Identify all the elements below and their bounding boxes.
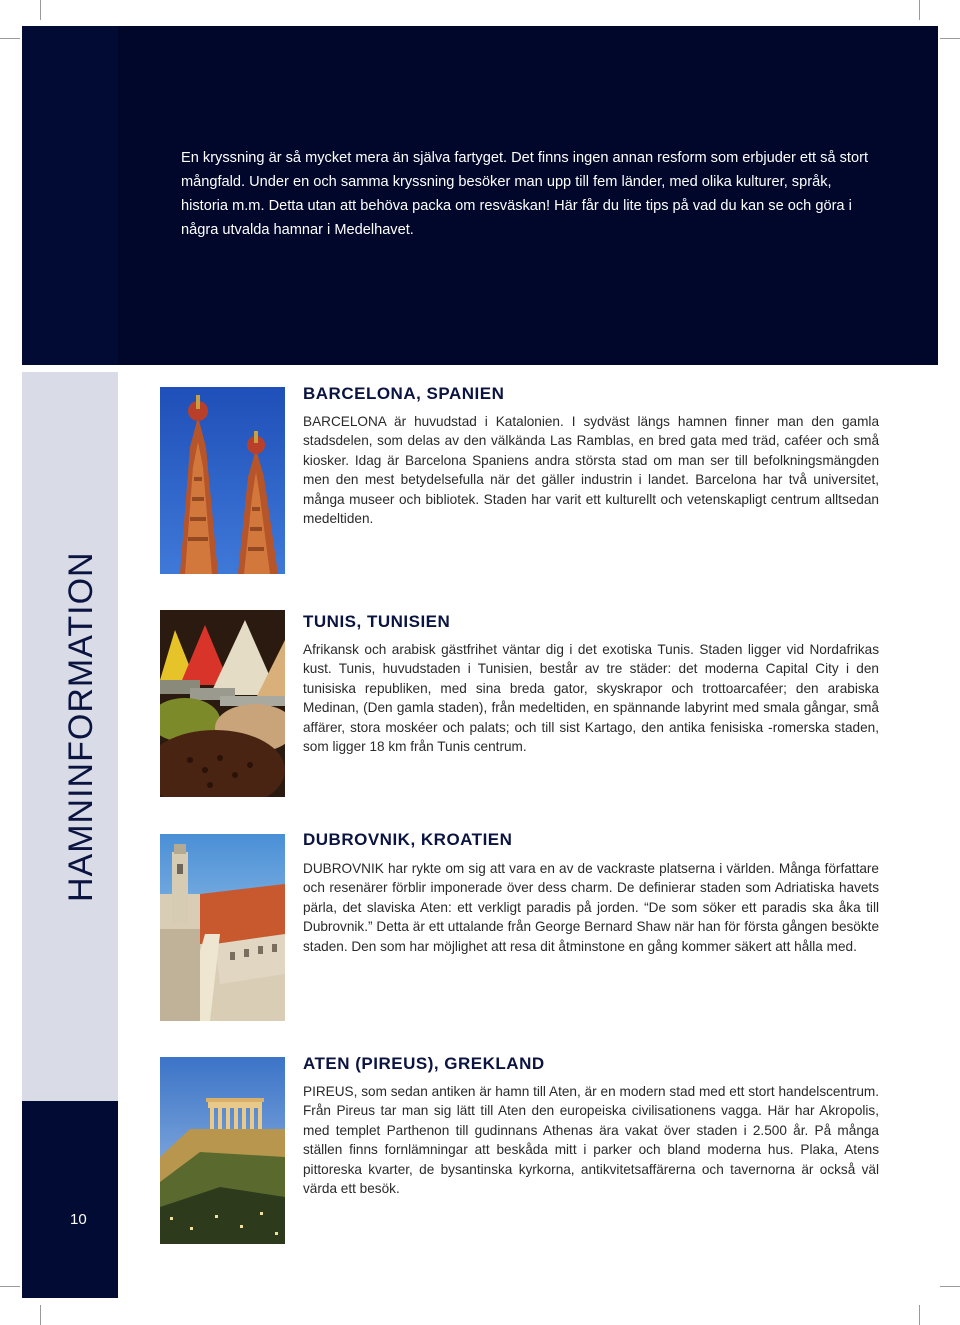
section-text-athens: PIREUS, som sedan antiken är hamn till Aten, är en modern stad med ett stort handelscentrum. Från Pireus tar man sig lätt till Aten den europeiska civilisationens vagga. Här har Akropolis, med templet Parthenon till gudinnans Athenas ära vakat över staden i 2.500 år. På många ställen finns fornlämningar att beskåda mitt i parker och bland moderna hus. Plaka, Atens pittoreska kvarter, de bysantinska kyrkorna, antikvitetsaffärerna och tavernorna är också väl värda ett besök. <box>303 1084 879 1197</box>
section-title-tunis: TUNIS, TUNISIEN <box>303 612 451 631</box>
crop-mark <box>40 1305 41 1325</box>
intro-text: En kryssning är så mycket mera än själva fartyget. Det finns ingen annan resform som erbjuder ett så stort mångfald. Under en och samma kryssning besöker man upp till fem länder, med olika kulturer, språk, historia m.m. Detta utan att behöva packa om resväskan! Här får du lite tips på vad du kan se och göra i några utvalda hamnar i Medelhavet. <box>181 150 869 238</box>
crop-mark <box>919 1305 920 1325</box>
tunis-photo <box>160 610 285 797</box>
section-title-dubrovnik: DUBROVNIK, KROATIEN <box>303 830 513 849</box>
dubrovnik-photo <box>160 834 285 1021</box>
section-text-tunis: Afrikansk och arabisk gästfrihet väntar dig i det exotiska Tunis. Staden ligger vid Nordafrikas kust. Tunis, huvudstaden i Tunisien, består av tre städer: det moderna Capital City i den tunisiska republiken, med sina breda gator, skyskrapor och trottoarcaféer; den arabiska Medinan, (Den gamla staden), från medeltiden, en spännande labyrint med smala gångar, små affärer, stora moskéer och palats; och till sist Kartago, den antika fenisiska -romerska staden, som ligger 18 km från Tunis centrum. <box>303 642 879 755</box>
crop-mark <box>940 1286 960 1287</box>
crop-mark <box>0 1286 20 1287</box>
crop-mark <box>0 38 20 39</box>
section-title-barcelona: BARCELONA, SPANIEN <box>303 384 505 403</box>
barcelona-photo <box>160 387 285 574</box>
sidebar-title: HAMNINFORMATION <box>62 551 100 902</box>
crop-mark <box>40 0 41 20</box>
section-text-dubrovnik: DUBROVNIK har rykte om sig att vara en av de vackraste platserna i världen. Många författare och resenärer förblir imponerade över dess charm. De definierar staden som Adriatiska havets pärla, det slaviska Aten: ett verkligt paradis på jorden. “De som söker ett paradis ska åka till Dubrovnik.” Detta är ett uttalande från George Bernard Shaw när han för första gången besökte staden. Den som har möjlighet att resa dit åtminstone en gång kommer säkert att hålla med. <box>303 861 879 954</box>
athens-photo <box>160 1057 285 1244</box>
section-title-athens: ATEN (PIREUS), GREKLAND <box>303 1054 545 1073</box>
crop-mark <box>940 38 960 39</box>
crop-mark <box>919 0 920 20</box>
sidebar-dark <box>22 1101 118 1298</box>
section-text-barcelona: BARCELONA är huvudstad i Katalonien. I sydväst längs hamnen finner man den gamla stadsdelen, som delas av den välkända Las Ramblas, en bred gata med träd, caféer och små kiosker. Idag är Barcelona Spaniens andra största stad om man ser till befolkningsmängden men den mest betydelsefulla när det gäller industrin i landet. Barcelona har två universitet, många museer och bibliotek. Staden har varit ett kulturellt och vetenskapligt centrum alltsedan medeltiden. <box>303 414 879 527</box>
page-number: 10 <box>70 1211 87 1228</box>
